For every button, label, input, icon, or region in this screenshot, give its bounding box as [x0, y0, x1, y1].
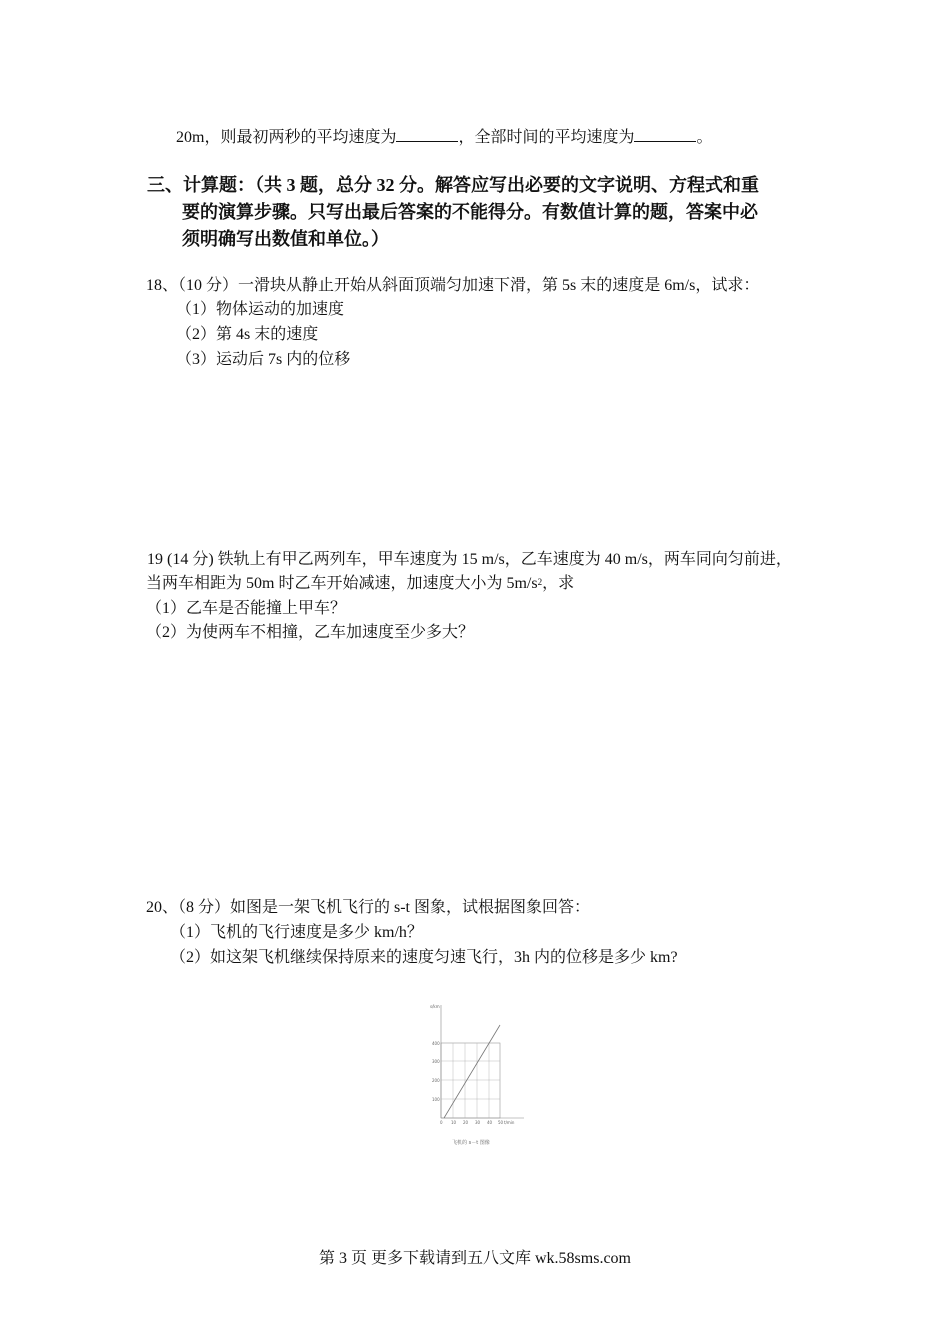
q18-part-1: （1）物体运动的加速度	[176, 301, 345, 318]
x-tick-label: 30	[475, 1120, 481, 1125]
section-3-heading-line3: 须明确写出数值和单位。）	[182, 229, 389, 249]
q17-text-prefix: 20m，则最初两秒的平均速度为	[176, 129, 397, 146]
q18-part-3: （3）运动后 7s 内的位移	[176, 351, 351, 368]
s-t-line	[444, 1025, 500, 1118]
horizontal-gridlines	[441, 1061, 500, 1099]
vertical-gridlines	[453, 1043, 489, 1118]
x-tick-label: 20	[463, 1120, 469, 1125]
x-tick-label: 0	[440, 1120, 443, 1125]
x-tick-label: 10	[451, 1120, 457, 1125]
q19-exponent: 2	[537, 577, 543, 587]
section-3-heading-line2: 要的演算步骤。只写出最后答案的不能得分。有数值计算的题，答案中必	[182, 202, 758, 222]
graph-grid-border	[441, 1043, 500, 1118]
y-tick-label: 200	[432, 1078, 440, 1083]
y-tick-label: 100	[432, 1097, 440, 1102]
y-axis-label: s/km	[430, 1004, 440, 1009]
q19-part-1: （1）乙车是否能撞上甲车？	[146, 600, 347, 617]
x-tick-label: 40	[487, 1120, 493, 1125]
x-tick-label: 50	[498, 1120, 504, 1125]
y-tick-label: 300	[432, 1059, 440, 1064]
q19-stem-line2	[146, 573, 574, 595]
q20-stem: 20、（8 分）如图是一架飞机飞行的 s-t 图象，试根据图象回答：	[146, 899, 591, 916]
q20-part-2: （2）如这架飞机继续保持原来的速度匀速飞行，3h 内的位移是多少 km?	[170, 949, 678, 966]
answer-blank-2[interactable]	[634, 126, 696, 142]
answer-blank-1[interactable]	[396, 126, 458, 142]
q19-stem-line1: 19 (14 分) 铁轨上有甲乙两列车，甲车速度为 15 m/s，乙车速度为 40 m/s，两车同向匀前进，	[147, 551, 792, 568]
q19-line2-suffix: ，求	[542, 575, 575, 592]
q17-continuation	[176, 126, 712, 149]
x-axis-label: t/min	[504, 1120, 515, 1125]
page-footer: 第 3 页 更多下载请到五八文库 wk.58sms.com	[318, 1250, 631, 1267]
figure-caption: 飞机的 s－t 图像	[452, 1140, 490, 1146]
y-tick-label: 400	[432, 1041, 440, 1046]
s-t-graph-figure	[424, 1000, 534, 1150]
q18-part-2: （2）第 4s 末的速度	[176, 326, 319, 343]
q17-text-middle: ，全部时间的平均速度为	[458, 129, 635, 146]
q20-part-1: （1）飞机的飞行速度是多少 km/h？	[170, 924, 423, 941]
q17-text-end: 。	[696, 129, 713, 146]
q19-part-2: （2）为使两车不相撞，乙车加速度至少多大？	[146, 624, 475, 641]
q19-line2-text: 当两车相距为 50m 时乙车开始减速，加速度大小为 5m/s	[146, 575, 538, 592]
section-3-heading-line1: 三、计算题：（共 3 题，总分 32 分。解答应写出必要的文字说明、方程式和重	[147, 175, 759, 195]
q18-stem: 18、（10 分）一滑块从静止开始从斜面顶端匀加速下滑，第 5s 末的速度是 6m/s，试求：	[146, 277, 760, 294]
